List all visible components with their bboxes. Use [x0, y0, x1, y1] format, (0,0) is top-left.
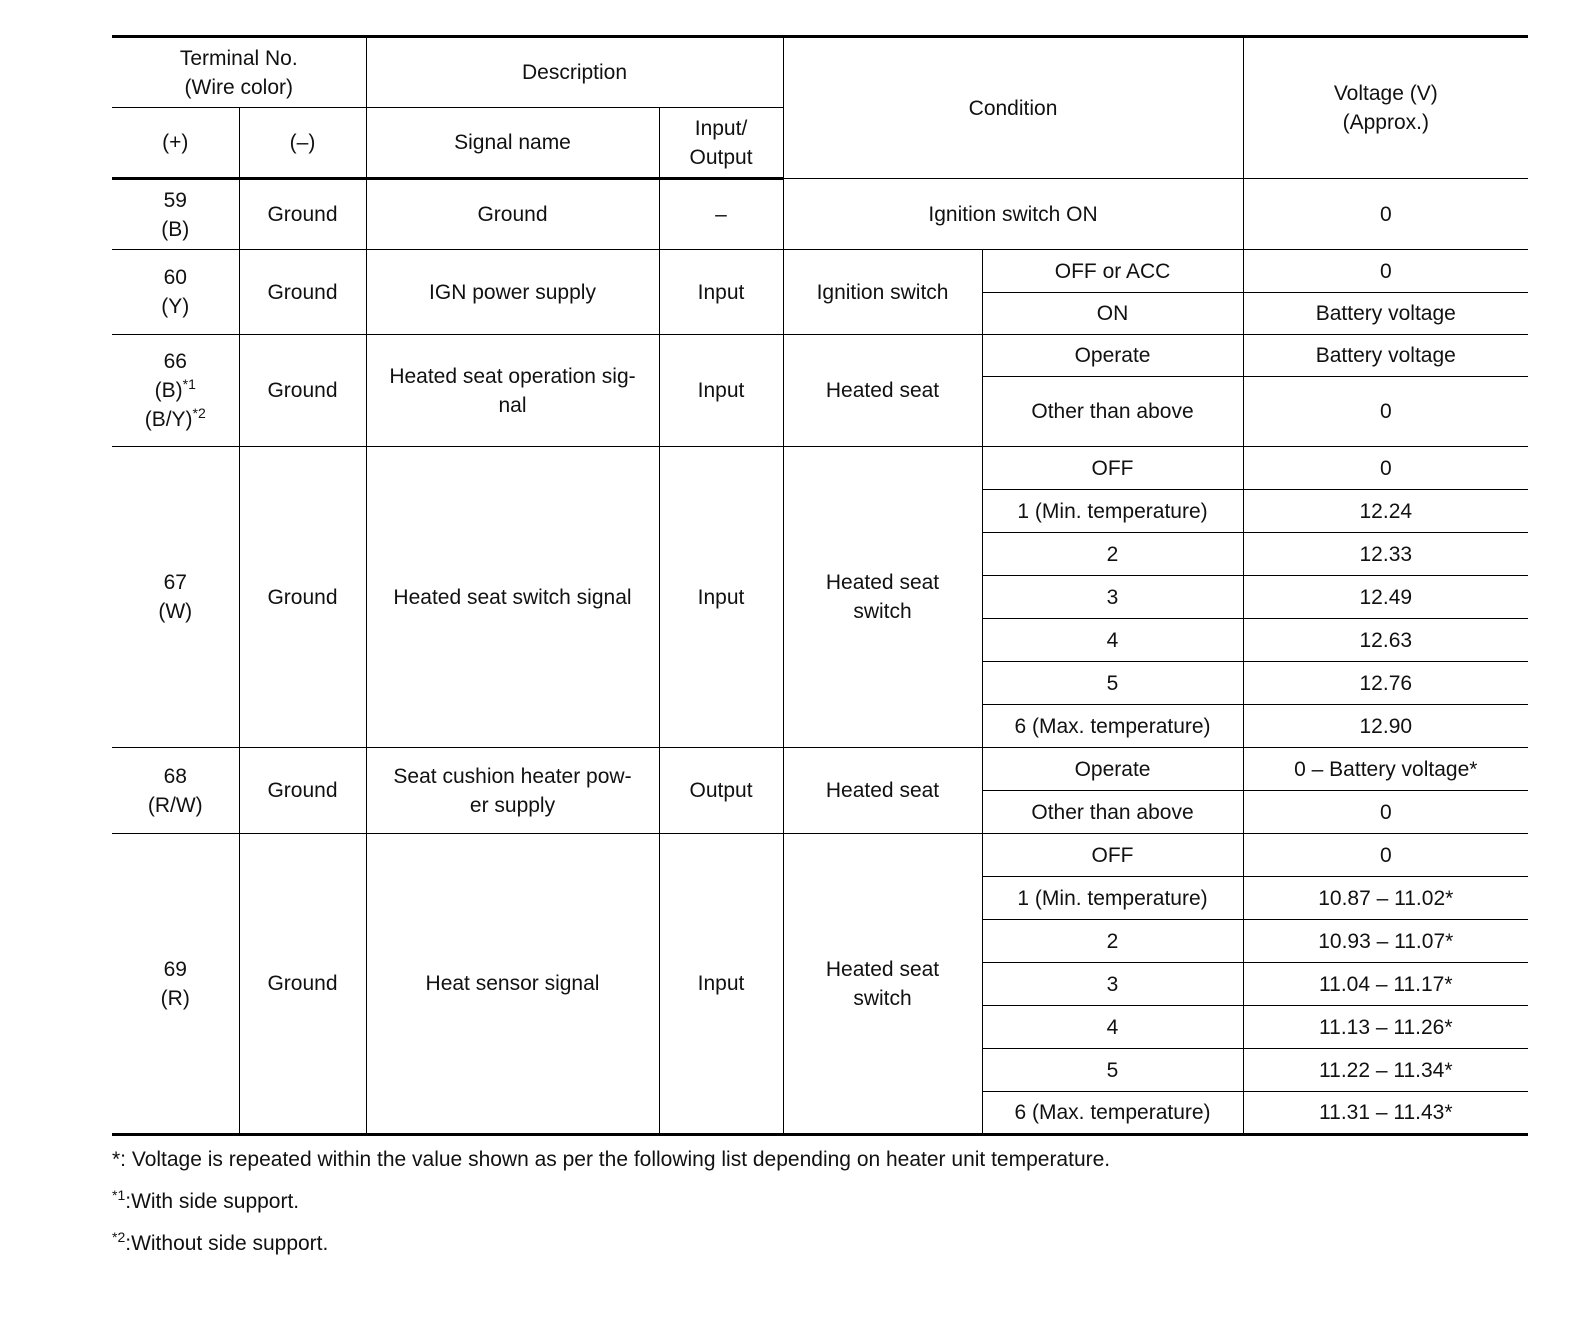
voltage: 11.13 – 11.26* [1243, 1006, 1528, 1049]
terminal-minus: Ground [239, 250, 366, 335]
voltage: 0 [1243, 447, 1528, 490]
footnote-2: $^{*2}$:Without side support. [112, 1229, 329, 1255]
terminal-voltage-table [112, 35, 1528, 1136]
terminal-plus: 66 $(B)^{*1}$ $(B/Y)^{*2}$ [112, 335, 239, 447]
voltage: 0 – Battery voltage* [1243, 748, 1528, 791]
table-row [112, 447, 1528, 490]
input-output: Output [659, 748, 783, 834]
voltage: 10.87 – 11.02* [1243, 877, 1528, 920]
voltage: Battery voltage [1243, 335, 1528, 377]
terminal-minus: Ground [239, 748, 366, 834]
voltage: 12.24 [1243, 490, 1528, 533]
condition: Ignition switch ON [783, 179, 1243, 250]
terminal-plus: 59 (B) [112, 179, 239, 250]
voltage: 11.22 – 11.34* [1243, 1049, 1528, 1092]
condition-state: 2 [982, 533, 1243, 576]
table-row [112, 834, 1528, 877]
terminal-minus: Ground [239, 179, 366, 250]
voltage: 12.90 [1243, 705, 1528, 748]
condition-state: 5 [982, 662, 1243, 705]
signal-name: Heated seat switch signal [366, 447, 659, 748]
voltage: 10.93 – 11.07* [1243, 920, 1528, 963]
terminal-plus: 69 (R) [112, 834, 239, 1135]
condition-state: Operate [982, 748, 1243, 791]
table-row [112, 250, 1528, 293]
header-voltage: Voltage (V) (Approx.) [1243, 37, 1528, 179]
condition: Ignition switch [783, 250, 982, 335]
terminal-minus: Ground [239, 447, 366, 748]
condition-state: 5 [982, 1049, 1243, 1092]
condition-state: OFF [982, 834, 1243, 877]
table-row [112, 748, 1528, 791]
condition-state: Other than above [982, 791, 1243, 834]
condition: Heated seat [783, 748, 982, 834]
header-condition: Condition [783, 37, 1243, 179]
table-row [112, 335, 1528, 377]
voltage: 12.63 [1243, 619, 1528, 662]
input-output: Input [659, 250, 783, 335]
voltage: 0 [1243, 791, 1528, 834]
header-description: Description [366, 37, 783, 108]
terminal-minus: Ground [239, 834, 366, 1135]
table-row [112, 179, 1528, 250]
condition-state: 6 (Max. temperature) [982, 1092, 1243, 1135]
condition-state: 6 (Max. temperature) [982, 705, 1243, 748]
voltage: 0 [1243, 834, 1528, 877]
condition-state: 2 [982, 920, 1243, 963]
input-output: – [659, 179, 783, 250]
condition-state: OFF [982, 447, 1243, 490]
input-output: Input [659, 335, 783, 447]
condition-state: 4 [982, 619, 1243, 662]
condition: Heated seat switch [783, 834, 982, 1135]
voltage: 0 [1243, 377, 1528, 447]
header-terminal: Terminal No. (Wire color) [112, 37, 366, 108]
footnote-asterisk: *: Voltage is repeated within the value shown as per the following list depending on heater unit temperature. [112, 1148, 1111, 1171]
signal-name: Seat cushion heater pow- er supply [366, 748, 659, 834]
condition: Heated seat switch [783, 447, 982, 748]
signal-name: Ground [366, 179, 659, 250]
terminal-plus: 60 (Y) [112, 250, 239, 335]
input-output: Input [659, 834, 783, 1135]
header-minus: (–) [239, 108, 366, 179]
voltage: 12.33 [1243, 533, 1528, 576]
condition-state: 1 (Min. temperature) [982, 877, 1243, 920]
input-output: Input [659, 447, 783, 748]
voltage: 0 [1243, 250, 1528, 293]
condition-state: Operate [982, 335, 1243, 377]
signal-name: IGN power supply [366, 250, 659, 335]
terminal-plus: 67 (W) [112, 447, 239, 748]
condition-state: OFF or ACC [982, 250, 1243, 293]
condition-state: 1 (Min. temperature) [982, 490, 1243, 533]
header-plus: (+) [112, 108, 239, 179]
terminal-plus: 68 (R/W) [112, 748, 239, 834]
header-row-1 [112, 37, 1528, 108]
condition-state: 3 [982, 576, 1243, 619]
footnotes [112, 1145, 1110, 1271]
condition-state: ON [982, 293, 1243, 335]
footnote-1: $^{*1}$:With side support. [112, 1187, 300, 1213]
signal-name: Heat sensor signal [366, 834, 659, 1135]
voltage: Battery voltage [1243, 293, 1528, 335]
header-signal-name: Signal name [366, 108, 659, 179]
header-input-output: Input/ Output [659, 108, 783, 179]
voltage: 12.76 [1243, 662, 1528, 705]
terminal-minus: Ground [239, 335, 366, 447]
voltage: 12.49 [1243, 576, 1528, 619]
signal-name: Heated seat operation sig- nal [366, 335, 659, 447]
voltage: 11.31 – 11.43* [1243, 1092, 1528, 1135]
voltage: 11.04 – 11.17* [1243, 963, 1528, 1006]
voltage: 0 [1243, 179, 1528, 250]
condition-state: Other than above [982, 377, 1243, 447]
condition: Heated seat [783, 335, 982, 447]
condition-state: 4 [982, 1006, 1243, 1049]
condition-state: 3 [982, 963, 1243, 1006]
